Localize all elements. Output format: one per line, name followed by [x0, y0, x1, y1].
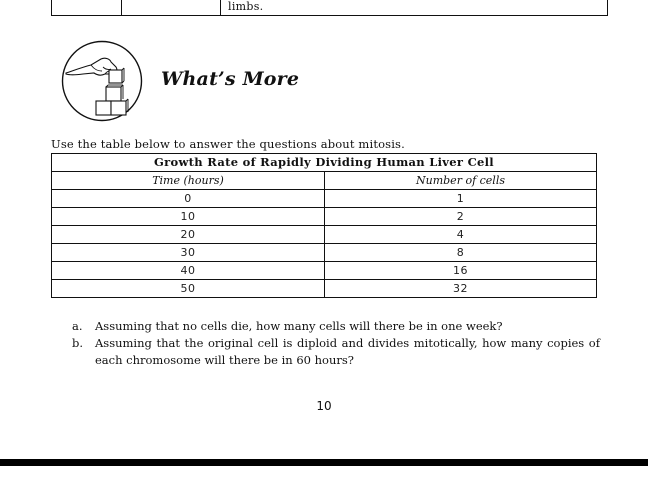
time-cell: 30	[52, 244, 325, 262]
cells-count-cell: 16	[325, 262, 597, 280]
table-row	[52, 208, 597, 226]
question-list	[72, 318, 600, 369]
cells-count-cell: 32	[325, 280, 597, 298]
time-cell: 20	[52, 226, 325, 244]
table-row	[52, 262, 597, 280]
question-letter: b.	[72, 336, 84, 350]
table-row	[52, 226, 597, 244]
time-cell: 40	[52, 262, 325, 280]
footer-divider-bar	[0, 459, 648, 466]
hand-stacking-blocks-icon	[61, 40, 143, 122]
table-column-divider	[121, 0, 122, 15]
table-row	[52, 244, 597, 262]
time-cell: 10	[52, 208, 325, 226]
time-cell: 0	[52, 190, 325, 208]
cells-count-cell: 2	[325, 208, 597, 226]
table-title: Growth Rate of Rapidly Dividing Human Liver Cell	[52, 154, 597, 172]
section-title: What’s More	[161, 68, 300, 90]
column-header-time: Time (hours)	[52, 172, 325, 190]
cells-count-cell: 1	[325, 190, 597, 208]
instructions-text: Use the table below to answer the questions about mitosis.	[51, 137, 405, 151]
cells-count-cell: 8	[325, 244, 597, 262]
table-row	[52, 190, 597, 208]
cells-count-cell: 4	[325, 226, 597, 244]
column-header-cells: Number of cells	[325, 172, 597, 190]
question-a	[72, 318, 600, 335]
page-number: 10	[316, 399, 332, 413]
question-text: Assuming that the original cell is diploid and divides mitotically, how many copies of each chromosome will there be in 60 hours?	[95, 336, 600, 367]
question-b	[72, 335, 600, 369]
question-letter: a.	[72, 319, 83, 333]
table-cell-text: limbs.	[228, 0, 264, 13]
table-column-divider	[220, 0, 221, 15]
growth-rate-table	[51, 153, 597, 298]
question-text: Assuming that no cells die, how many cells will there be in one week?	[95, 319, 503, 333]
time-cell: 50	[52, 280, 325, 298]
table-row	[52, 280, 597, 298]
previous-table-fragment	[51, 0, 608, 16]
